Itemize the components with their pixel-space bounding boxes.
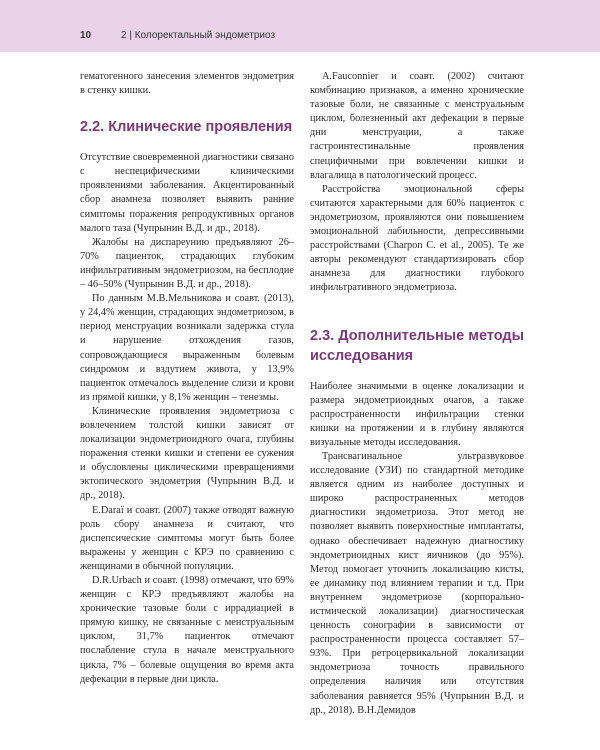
section-heading-2-3: 2.3. Дополнительные методы исследования xyxy=(310,327,525,364)
paragraph: Наиболее значимыми в оценке локализации и размера эндометриоидных очагов, а также распространенности инфильтрации стенки кишки на протяжении и в глубину являются визуальные методы исследования. xyxy=(310,380,524,448)
left-column xyxy=(80,70,294,687)
paragraph: Отсутствие своевременной диагностики связано с неспецифическими клиническими проявлениями заболевания. Акцентированный сбор анамнеза позволяет выявить ранние симптомы поражения репродуктивных органов малого таза (Чупрынин В.Д. и др., 2018). xyxy=(80,152,294,234)
section-heading-2-2: 2.2. Клинические проявления xyxy=(80,119,293,136)
paragraph: гематогенного занесения элементов эндометрия в стенку кишки. xyxy=(80,71,294,97)
right-column xyxy=(310,70,524,718)
paragraph: E.Daraï и соавт. (2007) также отводят важную роль сбору анамнеза и считают, что диспепсические симптомы могут быть более выражены у женщин с КРЭ по сравнению с женщинами в обычной популяции. xyxy=(80,504,294,572)
paragraph: Расстройства эмоциональной сферы считаются характерными для 60% пациенток с эндометриозом, проявляются они повышением эмоциональной лабильности, депрессивными расстройствами (Charpon C. et al., 2005). Те же авторы рекомендуют стандартизировать сбор анамнеза для диагностики глубокого инфильтративного эндометриоза. xyxy=(310,183,524,294)
paragraph: Трансвагинальное ультразвуковое исследование (УЗИ) по стандартной методике является одним из наиболее доступных и широко распространенных методов диагностики эндометриоза. Этот метод не позволяет выявить поверхностные имплантаты, однако обеспечивает надежную диагностику эндометриоидных кист яичников (до 95%). Метод помогает уточнить локализацию кисты, ее динамику под влиянием терапии и т.д. При внутреннем эндометриозе (корпорально-истмической локализации) диагностическая ценность сонографии в зависимости от распространенности процесса составляет 57–93%. При ретроцервикальной локализации эндометриоза точность правильного определения наличия или отсутствия заболевания равняется 95% (Чупрынин В.Д. и др., 2018). В.Н.Демидов xyxy=(310,450,524,716)
header-band xyxy=(0,0,600,52)
paragraph: Клинические проявления эндометриоза с вовлечением толстой кишки зависят от локализации эндометриоидного очага, глубины поражения стенки кишки и степени ее сужения и обусловлены циклическими превращениями эктопического эндометрия (Чупрынин В.Д. и др., 2018). xyxy=(80,405,294,502)
running-head: 2 | Колоректальный эндометриоз xyxy=(121,30,276,41)
page-number: 10 xyxy=(80,30,92,41)
paragraph: По данным М.В.Мельникова и соавт. (2013), у 24,4% женщин, страдающих эндометриозом, в период менструации возникали задержка стула и нарушение отхождения газов, сопровождающиеся выраженным болевым синдромом и вздутием живота, у 13,9% пациенток отмечалось выделение слизи и крови из прямой кишки, у 8,1% женщин – тенезмы. xyxy=(80,293,294,403)
paragraph: D.R.Urbach и соавт. (1998) отмечают, что 69% женщин с КРЭ предъявляют жалобы на хронические тазовые боли с иррадиацией в прямую кишку, не связанные с менструальным циклом, 31,7% пациенток отмечают послабление стула в начале менструального цикла, 7% – болевые ощущения во время акта дефекации в первые дни цикла. xyxy=(80,575,294,685)
paragraph: A.Fauconnier и соавт. (2002) считают комбинацию признаков, а именно хронические тазовые боли, не связанные с менструальным циклом, болезненный акт дефекации в первые дни менструации, а также гастроинтестинальные проявления специфичными при вовлечении кишки и влагалища в патологический процесс. xyxy=(310,71,524,181)
paragraph: Жалобы на диспареунию предъявляют 26–70% пациенток, страдающих глубоким инфильтративным эндометриозом, на бесплодие – 46–50% (Чупрынин В.Д. и др., 2018). xyxy=(80,236,294,291)
